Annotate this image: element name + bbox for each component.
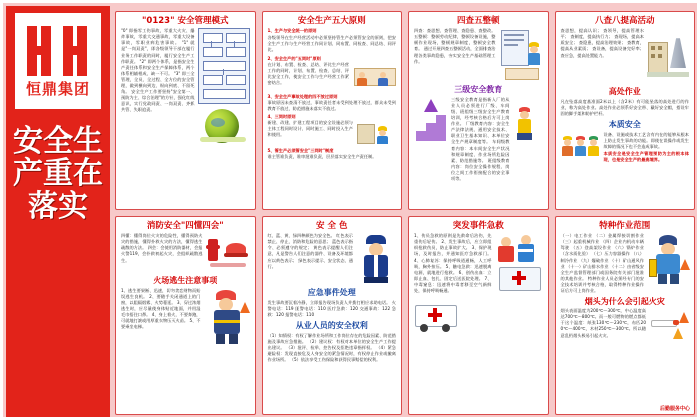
section-heading: 应急事件处理 <box>307 288 356 298</box>
left-red-band <box>6 6 110 420</box>
card-body: 1、伤员急救的原则是先救命后治伤，先重伤后轻伤。 2、发生事故后，应立即组织抢救伤员，防止事故扩大。 3、保护现场，及时报告，并通知医疗急救部门。 4、心肺复苏：保持呼吸道通畅，人工呼吸，胸外按压。 5、触电急救：迅速脱离电源，就地进行抢救。 6、创伤出血：立即止血、包扎、固定后送医院处理。 7、中毒窒息：迅速将中毒者移至空气新鲜处，保持呼吸畅通。 <box>414 233 492 294</box>
section-heading: 三级安全教育 <box>454 85 503 95</box>
section-body: 新建、改建、扩建工程项目的安全设施必须与主体工程同时设计、同时施工、同时投入生产和使用。 <box>267 120 353 138</box>
department-footer: 后勤服务中心 <box>659 406 690 412</box>
card-title: 安 全 色 <box>316 221 348 231</box>
section-body: 事故原因未查清不放过，事故责任者未受到处理不放过，群众未受到教育不放过，防范措施未落实不放过。 <box>267 99 396 111</box>
section-body: 1、逃生要果断、迅速，切勿贪恋财物而贻误逃生良机。 2、要随手关闭通道上的门窗，以阻隔烟雾、火势蔓延。 3、穿过浓烟逃生时，应尽量使身体贴近地面，并用湿毛巾捂住口鼻。 4、身上着火，不要奔跑，可就地打滚或用厚重衣物压灭火苗。 5、不要乘坐电梯。 <box>121 287 201 330</box>
poster-slogan: 安全生产重在落实 <box>13 124 103 224</box>
section-body: 设备、设施或技术工艺含有内在的能够从根本上防止发生事故的功能。即使在误操作或发生故障的情况下也不会造成事故。 <box>603 131 689 149</box>
card-body: 四懂：懂得岗位火灾的危险性，懂得预防火灾的措施，懂得扑救火灾的方法，懂得逃生疏散的方法。 四会：会使用消防器材，会报火警119，会扑救初起火灾，会组织疏散逃生。 <box>121 233 203 263</box>
section-heading: 烟头为什么会引起火灾 <box>584 297 665 307</box>
company-logo <box>14 12 102 110</box>
site-illustration <box>356 120 396 146</box>
section-body: 谁主管谁负责，谁审批谁负责，层层落实安全生产责任制。 <box>267 154 377 160</box>
card-safety-colors <box>262 216 403 415</box>
section-heading: 4、三同时原则 <box>267 113 296 119</box>
rescue-illustration <box>495 233 543 295</box>
stairs-illustration <box>414 97 448 143</box>
card-body: 查思想，提高认识； 查领导，提高管理水平； 查制度，提高执行力； 查现场，提高本质安全； 查隐患，提高治理效果； 查教育，提高从业素质； 查设备，提高设备完好率； 查应急，提高处置能力。 <box>560 28 644 58</box>
section-body: 发生事故要沉着冷静，立即报告现场负责人并拨打相应求助电话。 火警电话：119 匪警电话：110 医疗急救：120 交通事故：122 急救：120 报警电话：110 <box>267 299 396 317</box>
section-body: 凡在坠落高度基准面2米以上（含2米）有可能坠落的高处进行的作业，称为高处作业。高处作业必须系好安全带、戴好安全帽，搭设牢固的脚手架和防护栏杆。 <box>560 98 689 116</box>
card-five-principles <box>262 11 403 210</box>
section-heading: 2、安全生产的"五同时"原则 <box>267 55 321 61</box>
welder-illustration <box>647 233 689 289</box>
card-four-check <box>408 11 549 210</box>
section-note: 本质安全是安全生产管理预防为主的根本体现，也是安全生产的最高境界。 <box>603 150 689 163</box>
card-body: "0" 即指零工伤事故，零重大火灾、爆炸事故，零重大交通事故，零重大设备事故，零职业病危害事故。 "1" 就是"一岗双责"，即各级领导干部在履行业务工作职责的同时，履行安全生产工作职责。 "2" 即两个体系，是指安全生产责任体系和安全生产保障体系，两个体系相辅相成、缺一不可。 "3" 即三全管理，全员、全过程、全方位的安全管理，做到横向到边、纵向到底、不留死角。 安全生产工作要坚持"安全第一、预防为主、综合治理"的方针，强化红线意识，实行党政同责、一岗双责、齐抓共管、失职追责。 <box>121 28 195 113</box>
cigarette-fire-illustration <box>649 308 689 338</box>
section-heading: 5、管生产必须管安全"三同时"制度 <box>267 148 334 154</box>
card-eight-check <box>555 11 696 210</box>
card-fire-safety <box>115 216 256 415</box>
tower-illustration <box>647 28 689 84</box>
section-body: （1）知情权：有权了解作业场所和工作岗位存在的危险因素、防范措施及事故应急措施。 （2）建议权：有权对本单位的安全生产工作提出建议。 （3）批评、检举、控告权及拒绝违章指挥权。 （4）紧急避险权：发现直接危及人身安全的紧急情况时，有权停止作业或撤离作业场所。 （5）依法享受工伤保险和获得民事赔偿的权利。 <box>267 332 396 363</box>
workers-illustration <box>561 132 601 160</box>
card-title: 特种作业范围 <box>599 221 651 231</box>
section-body: 三级安全教育是指新入厂的从业人员必须进行厂级、车间级、班组级三级安全生产教育培训，经考核合格后方可上岗作业。 厂级教育内容：安全生产法律法规、通用安全技术、职业卫生基本知识、本单位安全生产规章制度等。 车间级教育内容：本车间安全生产状况和规章制度、作业场所危险因素、防范措施等。 班组级教育内容：岗位安全操作规程、岗位之间工作衔接配合的安全事项等。 <box>451 96 510 181</box>
section-body: 各级领导在生产经营活动中必须坚持管生产必须管安全的原则，把安全生产工作与生产经营工作同计划、同布置、同检查、同总结、同评比。 <box>267 35 396 53</box>
section-body: 烟头表面温度为200℃～300℃，中心温度高达700℃～800℃。而一般可燃物的燃点都低于这个温度：纸张130℃～230℃，布匹200℃～400℃，木材250℃～300℃。所以随意乱扔烟头极易引起火灾。 <box>560 308 646 338</box>
trainee-illustration <box>513 97 543 143</box>
worker-board-illustration <box>499 28 543 82</box>
card-title: 四查五整顿 <box>456 16 500 26</box>
card-title: 消防安全"四懂四会" <box>146 221 224 231</box>
section-heading: 3、安全生产事故处理的四不放过原则 <box>267 93 338 99</box>
training-illustration <box>352 62 396 92</box>
section-heading: 1、生产与安全统一的原则 <box>267 28 317 34</box>
section-heading: 高处作业 <box>608 87 641 97</box>
card-body: 红、蓝、黄、绿四种颜色为安全色。 红色表示禁止、停止、消防和危险的意思； 蓝色表示指令、必须遵守的规定； 黄色表示提醒人们注意，凡是警告人们注意的器件、设备及环境都应以黄色表示； 绿色表示提示、安全状态、通行。 <box>267 233 353 269</box>
section-body: 在计划、布置、检查、总结、评比生产经营工作的同时，计划、布置、检查、总结、评比安全工作，使安全工作与生产经营工作紧密结合。 <box>267 61 349 85</box>
section-heading: 从业人员的安全权利 <box>295 321 368 331</box>
card-body: 四查：查思想、查管理、查隐患、查整改。 五整顿：整顿劳动纪律，整顿设备设施，整顿作业现场，整顿规章制度，整顿安全教育。 通过开展四查五整顿活动，全面排查治理各类事故隐患，夯实安全生产基础管理工作。 <box>414 28 496 64</box>
police-illustration <box>356 233 396 285</box>
company-name: 恒鼎集团 <box>25 80 90 99</box>
card-title: "0123" 安全管理模式 <box>142 16 229 26</box>
section-heading: 本质安全 <box>608 120 641 130</box>
hd-monogram-icon <box>25 24 91 78</box>
card-title: 突发事件急救 <box>452 221 504 231</box>
card-title: 八查八提高活动 <box>594 16 655 26</box>
first-aid-kit-illustration <box>414 297 456 331</box>
firefighter-illustration <box>204 288 250 346</box>
card-0123 <box>115 11 256 210</box>
fire-equipment-illustration <box>206 233 250 273</box>
section-heading: 火场逃生注意事项 <box>153 276 218 286</box>
flowchart-illustration <box>198 28 250 145</box>
card-title: 安全生产五大原则 <box>297 16 366 26</box>
card-emergency <box>408 216 549 415</box>
card-grid <box>115 11 695 415</box>
card-special-operations <box>555 216 696 415</box>
card-body: （一）电工作业 （二）金属焊接切割作业 （三）起重机械作业 （四）企业内机动车辆驾驶 （五）登高架设作业 （六）锅炉作业（含水质化验） （七）压力容器操作 （八）制冷作业 （九）爆破作业 （十）矿山通风作业 （十一）矿山排水作业 （十二）由省级安全生产监督管理部门或国务院有关部门批准的其他作业。 特种作业人员必须经专门的安全技术培训并考核合格，取得特种作业操作证后方可上岗作业。 <box>560 233 644 294</box>
